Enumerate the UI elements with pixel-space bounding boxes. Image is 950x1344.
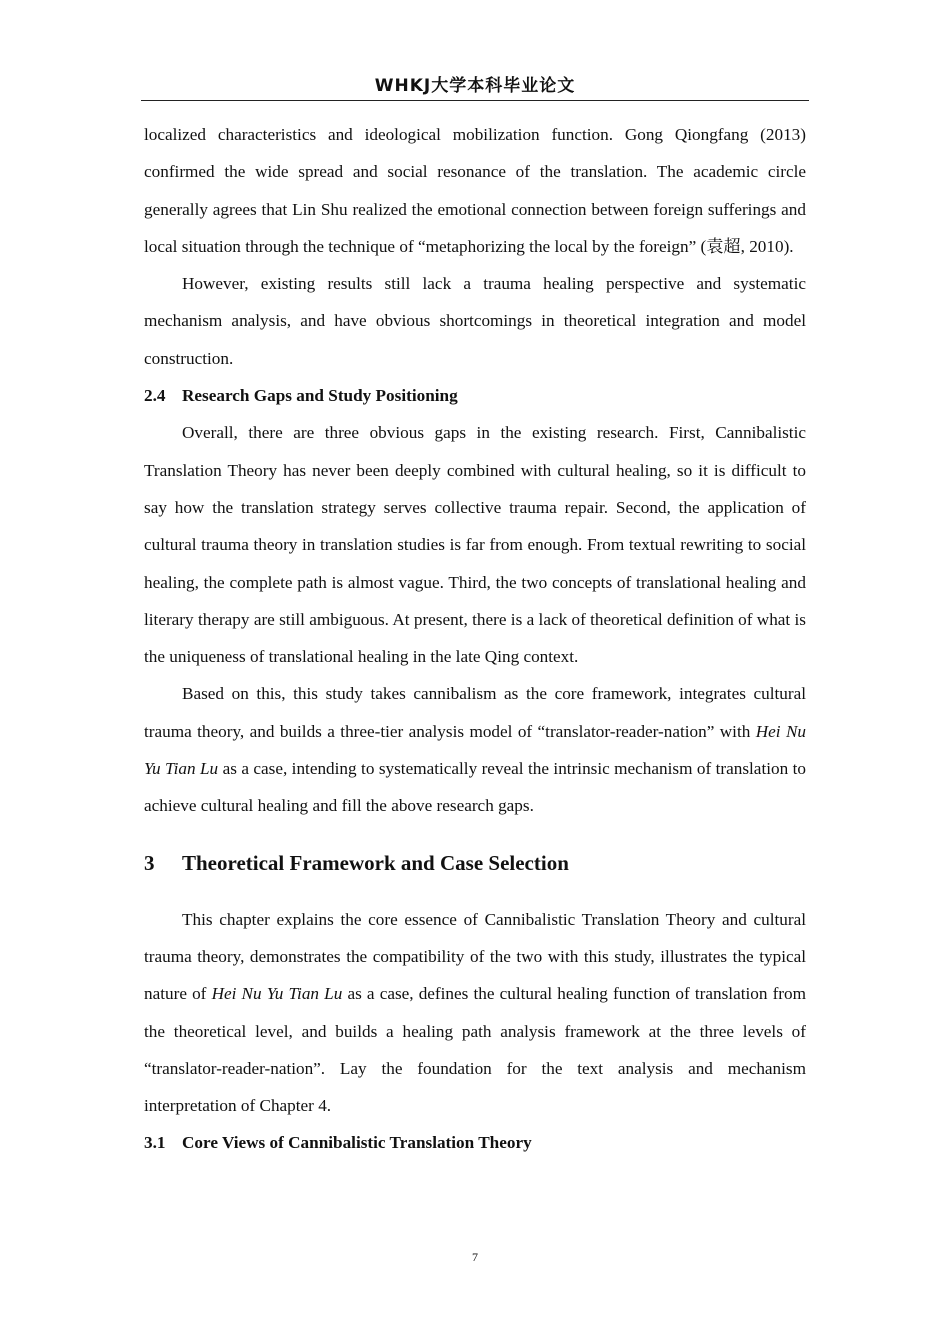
- page-number: 7: [472, 1250, 478, 1264]
- paragraph: Overall, there are three obvious gaps in the existing research. First, Cannibalistic Translation Theory has never been deeply combined with cultural healing, so it is difficult to say how the translation strategy serves collective trauma repair. Second, the application of cultural trauma theory in translation studies is far from enough. From textual rewriting to social healing, the complete path is almost vague. Third, the two concepts of translational healing and literary therapy are still ambiguous. At present, there is a lack of theoretical definition of what is the uniqueness of translational healing in the late Qing context.: [144, 423, 806, 667]
- section-title: Research Gaps and Study Positioning: [182, 386, 458, 406]
- paragraph-text: Based on this, this study takes cannibalism as the core framework, integrates cultural trauma theory, and builds a three-tier analysis model of “translator-reader-nation” with: [144, 684, 806, 741]
- section-number: 3.1: [144, 1133, 166, 1153]
- paragraph: However, existing results still lack a trauma healing perspective and systematic mechanism analysis, and have obvious shortcomings in theoretical integration and model construction.: [144, 274, 806, 368]
- book-title: Hei Nu Yu Tian Lu: [144, 721, 807, 779]
- chapter-heading-3: [144, 825, 806, 901]
- paragraph: [144, 675, 806, 824]
- section-heading-3-1: [144, 1124, 806, 1161]
- paragraph-text: as a case, intending to systematically reveal the intrinsic mechanism of translation to achieve cultural healing and fill the above research gaps.: [144, 759, 806, 816]
- section-title: Core Views of Cannibalistic Translation Theory: [182, 1133, 532, 1153]
- page-header: [141, 74, 809, 101]
- section-heading-2-4: [144, 377, 806, 414]
- book-title: Hei Nu Yu Tian Lu: [211, 984, 343, 1004]
- paragraph-text: This chapter explains the core essence of Cannibalistic Translation Theory and cultural trauma theory, demonstrates the compatibility of the two with this study, illustrates the typical nature of: [144, 909, 806, 1004]
- chapter-number: 3: [144, 850, 155, 875]
- chapter-title: Theoretical Framework and Case Selection: [182, 850, 569, 875]
- paragraph-text: as a case, defines the cultural healing function of translation from the theoretical level, and builds a healing path analysis framework at the three levels of “translator-reader-nation”. Lay the foundation for the text analysis and mechanism interpretation of Chapter 4.: [144, 984, 806, 1116]
- paragraph: [144, 901, 806, 1125]
- header-title: WHKJ大学本科毕业论文: [374, 76, 576, 96]
- section-number: 2.4: [144, 386, 166, 406]
- page-body: [144, 116, 806, 1162]
- paragraph: localized characteristics and ideological mobilization function. Gong Qiongfang (2013) confirmed the wide spread and social resonance of the translation. The academic circle generally agrees that Lin Shu realized the emotional connection between foreign sufferings and local situation through the technique of “metaphorizing the local by the foreign” (袁超, 2010).: [144, 125, 806, 256]
